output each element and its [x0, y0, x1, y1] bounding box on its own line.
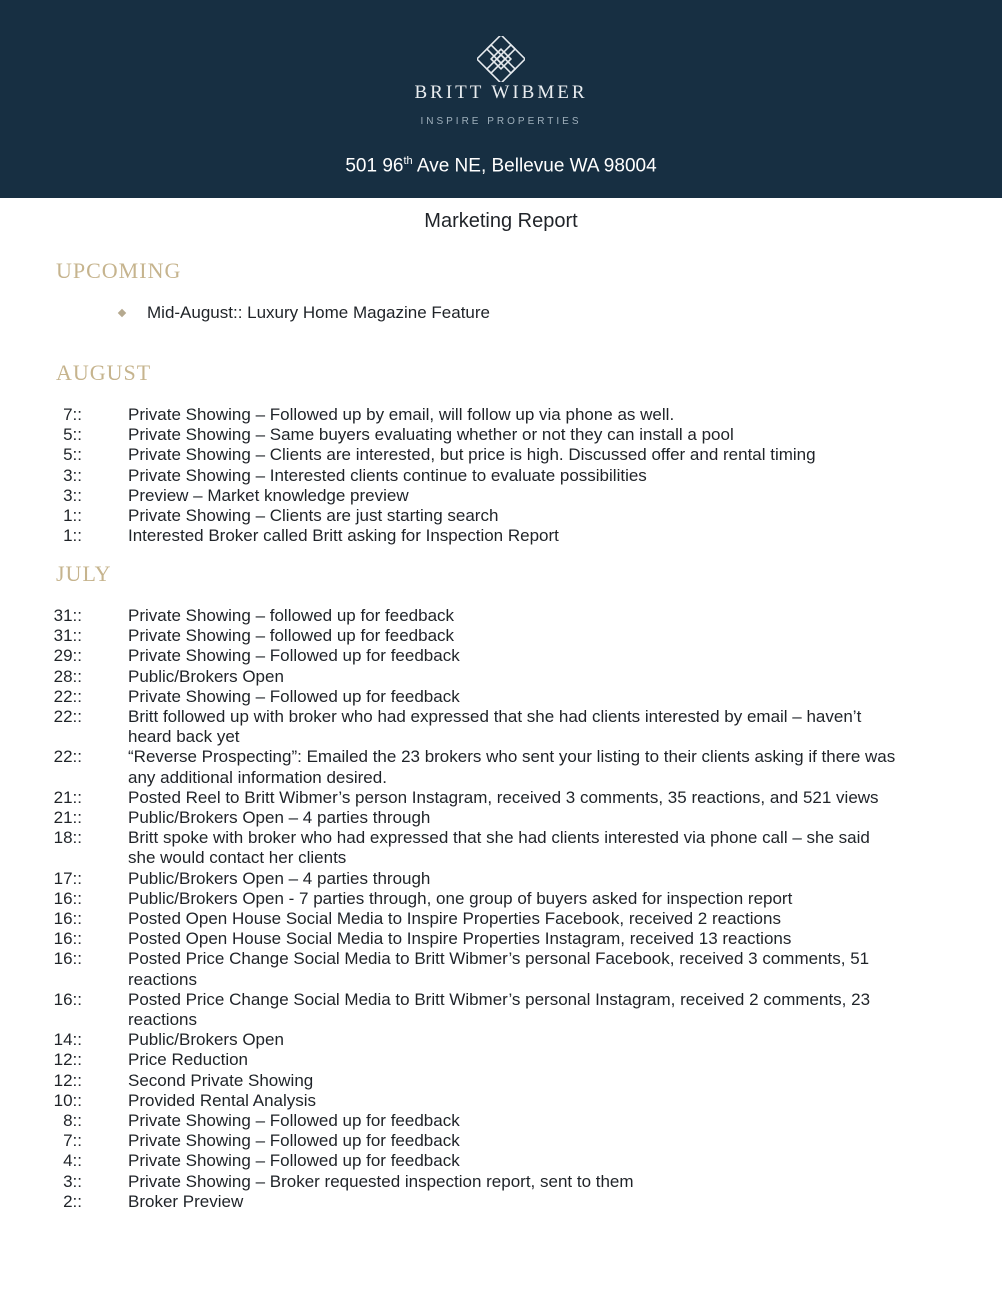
list-item	[0, 990, 1002, 1030]
list-item	[0, 828, 1002, 868]
entry-day: 28::	[53, 666, 82, 686]
entry-text: “Reverse Prospecting”: Emailed the 23 brokers who sent your listing to their clients asking if there was any additional information desired.	[128, 747, 896, 787]
brand-name: BRITT WIBMER	[414, 82, 588, 103]
entry-text: Public/Brokers Open – 4 parties through	[128, 868, 431, 888]
diamond-bullet-icon	[118, 309, 126, 317]
entry-day: 21::	[53, 808, 82, 828]
entry-day: 5::	[63, 445, 82, 465]
list-item	[0, 1172, 1002, 1192]
list-item	[0, 425, 1002, 445]
entry-text: Private Showing – Followed up by email, will follow up via phone as well.	[128, 405, 675, 424]
entry-text: Broker Preview	[128, 1191, 244, 1211]
entry-day: 18::	[53, 828, 82, 848]
list-item	[0, 1071, 1002, 1091]
list-item	[0, 1131, 1002, 1151]
list-item	[0, 1050, 1002, 1070]
list-item	[0, 626, 1002, 646]
entry-day: 29::	[53, 646, 82, 666]
entry-day: 12::	[53, 1070, 82, 1090]
entry-day: 16::	[53, 949, 82, 969]
list-item	[0, 1192, 1002, 1212]
entry-text: Private Showing – Followed up for feedback	[128, 646, 460, 666]
entry-text: Private Showing – Clients are interested, but price is high. Discussed offer and rental timing	[128, 445, 816, 465]
july-entries	[0, 606, 1002, 1212]
entry-text: Private Showing – Followed up for feedback	[128, 1151, 460, 1171]
entry-text: Britt followed up with broker who had expressed that she had clients interested by email – haven’t heard back yet	[128, 707, 862, 747]
entry-text: Public/Brokers Open	[128, 666, 284, 686]
entry-day: 17::	[53, 868, 82, 888]
list-item	[0, 808, 1002, 828]
entry-text: Private Showing – Same buyers evaluating whether or not they can install a pool	[128, 425, 734, 445]
list-item	[0, 949, 1002, 989]
list-item	[0, 405, 1002, 425]
list-item	[0, 707, 1002, 747]
entry-day: 31::	[53, 626, 82, 646]
list-item	[0, 486, 1002, 506]
brand-subtitle: INSPIRE PROPERTIES	[420, 116, 582, 127]
list-item	[0, 526, 1002, 546]
entry-day: 7::	[63, 405, 82, 424]
entry-day: 3::	[63, 1171, 82, 1191]
list-item	[0, 929, 1002, 949]
entry-text: Public/Brokers Open	[128, 1030, 284, 1050]
section-title-july: JULY	[56, 561, 112, 586]
list-item	[0, 1151, 1002, 1171]
entry-text: Public/Brokers Open – 4 parties through	[128, 808, 431, 828]
knot-logo-icon	[477, 36, 525, 82]
list-item	[0, 466, 1002, 486]
entry-text: Private Showing – Followed up for feedback	[128, 686, 460, 706]
entry-day: 22::	[53, 686, 82, 706]
entry-text: Britt spoke with broker who had expressed that she had clients interested via phone call – she said she would contact her clients	[128, 828, 870, 868]
list-item	[0, 667, 1002, 687]
entry-day: 16::	[53, 888, 82, 908]
entry-text: Second Private Showing	[128, 1070, 314, 1090]
entry-text: Public/Brokers Open - 7 parties through, one group of buyers asked for inspection report	[128, 888, 793, 908]
entry-day: 10::	[53, 1090, 82, 1110]
entry-text: Price Reduction	[128, 1050, 249, 1070]
entry-day: 3::	[63, 485, 82, 505]
entry-text: Private Showing – Interested clients continue to evaluate possibilities	[128, 465, 647, 485]
entry-day: 5::	[63, 425, 82, 445]
list-item	[0, 606, 1002, 626]
entry-day: 12::	[53, 1050, 82, 1070]
upcoming-item	[117, 303, 490, 323]
entry-day: 8::	[63, 1111, 82, 1131]
address-suffix: th	[403, 155, 413, 167]
list-item	[0, 646, 1002, 666]
entry-text: Preview – Market knowledge preview	[128, 485, 409, 505]
section-title-august: AUGUST	[56, 360, 152, 385]
entry-text: Provided Rental Analysis	[128, 1090, 317, 1110]
entry-text: Private Showing – Followed up for feedback	[128, 1111, 460, 1131]
entry-day: 3::	[63, 465, 82, 485]
entry-day: 31::	[53, 606, 82, 625]
list-item	[0, 506, 1002, 526]
header-banner	[0, 0, 1002, 198]
entry-text: Private Showing – Clients are just starting search	[128, 506, 499, 526]
august-entries	[0, 405, 1002, 546]
entry-day: 14::	[53, 1030, 82, 1050]
entry-text: Posted Open House Social Media to Inspire Properties Instagram, received 13 reactions	[128, 929, 792, 949]
entry-text: Private Showing – Broker requested inspection report, sent to them	[128, 1171, 634, 1191]
entry-day: 1::	[63, 506, 82, 526]
entry-text: Private Showing – followed up for feedback	[128, 626, 455, 646]
entry-day: 16::	[53, 909, 82, 929]
list-item	[0, 1030, 1002, 1050]
list-item	[0, 687, 1002, 707]
entry-day: 21::	[53, 787, 82, 807]
entry-text: Posted Reel to Britt Wibmer’s person Instagram, received 3 comments, 35 reactions, and 521 views	[128, 787, 879, 807]
list-item	[0, 889, 1002, 909]
entry-text: Posted Open House Social Media to Inspire Properties Facebook, received 2 reactions	[128, 909, 781, 929]
section-title-upcoming: UPCOMING	[56, 258, 182, 283]
entry-day: 2::	[63, 1191, 82, 1211]
entry-day: 7::	[63, 1131, 82, 1151]
list-item	[0, 1111, 1002, 1131]
entry-text: Interested Broker called Britt asking for Inspection Report	[128, 526, 559, 546]
list-item	[0, 909, 1002, 929]
entry-day: 16::	[53, 989, 82, 1009]
entry-text: Private Showing – followed up for feedback	[128, 606, 455, 625]
entry-day: 16::	[53, 929, 82, 949]
entry-text: Posted Price Change Social Media to Britt Wibmer’s personal Facebook, received 3 comments, 51 reactions	[128, 949, 870, 989]
entry-day: 1::	[63, 526, 82, 546]
entry-day: 4::	[63, 1151, 82, 1171]
entry-text: Posted Price Change Social Media to Britt Wibmer’s personal Instagram, received 2 comments, 23 reactions	[128, 989, 871, 1030]
upcoming-item-text: Mid-August:: Luxury Home Magazine Feature	[147, 303, 490, 322]
list-item	[0, 445, 1002, 465]
entry-text: Private Showing – Followed up for feedback	[128, 1131, 460, 1151]
address-street: Ave NE, Bellevue WA 98004	[412, 155, 657, 177]
property-address	[0, 155, 1002, 177]
list-item	[0, 1091, 1002, 1111]
list-item	[0, 788, 1002, 808]
list-item	[0, 869, 1002, 889]
address-number: 501 96	[345, 155, 404, 177]
report-title: Marketing Report	[424, 210, 578, 232]
entry-day: 22::	[53, 707, 82, 727]
list-item	[0, 747, 1002, 787]
entry-day: 22::	[53, 747, 82, 767]
